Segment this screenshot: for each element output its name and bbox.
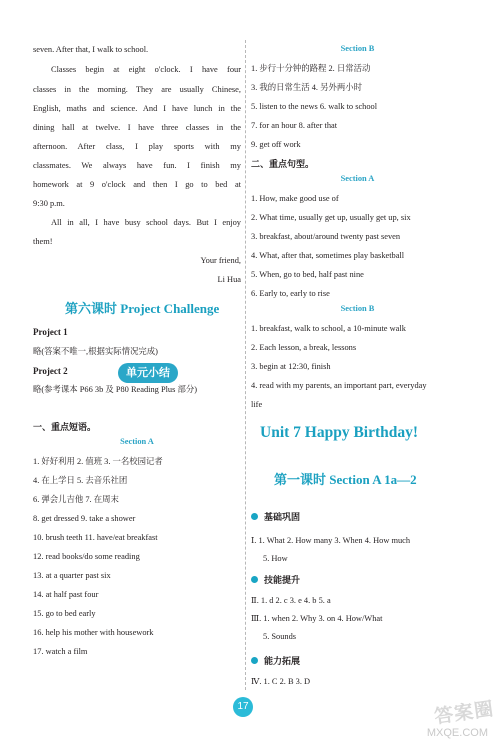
lesson-title: 第一课时 Section A 1a—2 xyxy=(274,472,417,487)
answer-line: Ⅰ. 1. What 2. How many 3. When 4. How much xyxy=(251,536,411,545)
sentence-item: 1. How, make good use of xyxy=(251,194,339,203)
phrase-item: 12. read books/do some reading xyxy=(33,552,140,561)
letter-line: seven. After that, I walk to school. xyxy=(33,45,149,54)
sentence-item: 1. breakfast, walk to school, a 10-minute walk xyxy=(251,324,406,333)
bullet-dot-icon xyxy=(251,513,258,520)
letter-line: dining hall at twelve. I have three classes in the xyxy=(33,123,241,132)
phrase-item: 8. get dressed 9. take a shower xyxy=(33,514,136,523)
watermark-url: MXQE.COM xyxy=(426,727,488,739)
phrase-item: 13. at a quarter past six xyxy=(33,571,111,580)
column-divider xyxy=(245,40,246,690)
letter-line: afternoon. After class, I play sports with my xyxy=(33,142,241,151)
letter-line: All in all, I have busy school days. But I enjoy xyxy=(51,218,241,227)
phrase-item: 17. watch a film xyxy=(33,647,88,656)
phrase-item: 7. for an hour 8. after that xyxy=(251,121,338,130)
letter-line: 9:30 p.m. xyxy=(33,199,65,208)
project2-answer: 略(参考课本 P66 3b 及 P80 Reading Plus 部分) xyxy=(33,385,198,394)
letter-signature: Li Hua xyxy=(217,275,241,284)
section-b-label: Section B xyxy=(340,304,375,313)
unit-summary-badge: 单元小结 xyxy=(118,363,178,383)
letter-line: classes in the morning. They are usually Chinese, xyxy=(33,85,241,94)
sentence-item: 4. read with my parents, an important part, everyday xyxy=(251,381,427,390)
bullet-dot-icon xyxy=(251,576,258,583)
sentences-heading: 二、重点句型。 xyxy=(251,159,315,169)
project-title: 第六课时 Project Challenge xyxy=(65,301,220,316)
phrase-item: 5. listen to the news 6. walk to school xyxy=(251,102,378,111)
page-number: 17 xyxy=(233,697,253,717)
project1-answer: 略(答案不唯一,根据实际情况完成) xyxy=(33,347,158,356)
phrases-heading: 一、重点短语。 xyxy=(33,422,97,432)
phrase-item: 4. 在上学日 5. 去音乐社团 xyxy=(33,476,128,485)
answer-line: 5. How xyxy=(263,554,288,563)
ability-heading: 能力拓展 xyxy=(251,654,300,667)
answer-line: Ⅳ. 1. C 2. B 3. D xyxy=(251,677,311,686)
letter-closing: Your friend, xyxy=(200,256,241,265)
project2-label: Project 2 xyxy=(33,366,68,376)
sentence-item: 3. begin at 12:30, finish xyxy=(251,362,331,371)
phrase-item: 3. 我的日常生活 4. 另外两小时 xyxy=(251,83,362,92)
section-b-label: Section B xyxy=(340,44,375,53)
basic-heading: 基础巩固 xyxy=(251,510,300,523)
unit-title: Unit 7 Happy Birthday! xyxy=(260,424,419,441)
answer-line: Ⅱ. 1. d 2. c 3. e 4. b 5. a xyxy=(251,596,331,605)
letter-line: Classes begin at eight o'clock. I have four xyxy=(51,65,241,74)
phrase-item: 16. help his mother with housework xyxy=(33,628,154,637)
sentence-item: 5. When, go to bed, half past nine xyxy=(251,270,364,279)
phrase-item: 1. 好好利用 2. 值班 3. 一名校园记者 xyxy=(33,457,163,466)
sentence-item: life xyxy=(251,400,263,409)
phrase-item: 10. brush teeth 11. have/eat breakfast xyxy=(33,533,158,542)
letter-line: them! xyxy=(33,237,53,246)
watermark-logo: 答案圈 xyxy=(433,698,496,729)
phrase-item: 6. 弹会儿吉他 7. 在周末 xyxy=(33,495,119,504)
sentence-item: 2. What time, usually get up, usually get up, six xyxy=(251,213,411,222)
sentence-item: 3. breakfast, about/around twenty past seven xyxy=(251,232,401,241)
phrase-item: 9. get off work xyxy=(251,140,301,149)
sentence-item: 4. What, after that, sometimes play basketball xyxy=(251,251,405,260)
answer-line: Ⅲ. 1. when 2. Why 3. on 4. How/What xyxy=(251,614,383,623)
letter-line: homework at 9 o'clock and then I go to bed at xyxy=(33,180,241,189)
phrase-item: 15. go to bed early xyxy=(33,609,96,618)
letter-line: classmates. We always have fun. I finish my xyxy=(33,161,241,170)
sentence-item: 2. Each lesson, a break, lessons xyxy=(251,343,357,352)
sentence-item: 6. Early to, early to rise xyxy=(251,289,330,298)
bullet-dot-icon xyxy=(251,657,258,664)
section-a-label: Section A xyxy=(120,437,154,446)
skill-heading: 技能提升 xyxy=(251,573,300,586)
project1-label: Project 1 xyxy=(33,327,68,337)
letter-line: English, maths and science. And I have lunch in the xyxy=(33,104,241,113)
phrase-item: 1. 步行十分钟的路程 2. 日常活动 xyxy=(251,64,371,73)
phrase-item: 14. at half past four xyxy=(33,590,99,599)
answer-line: 5. Sounds xyxy=(263,632,297,641)
section-a-label: Section A xyxy=(340,174,375,183)
